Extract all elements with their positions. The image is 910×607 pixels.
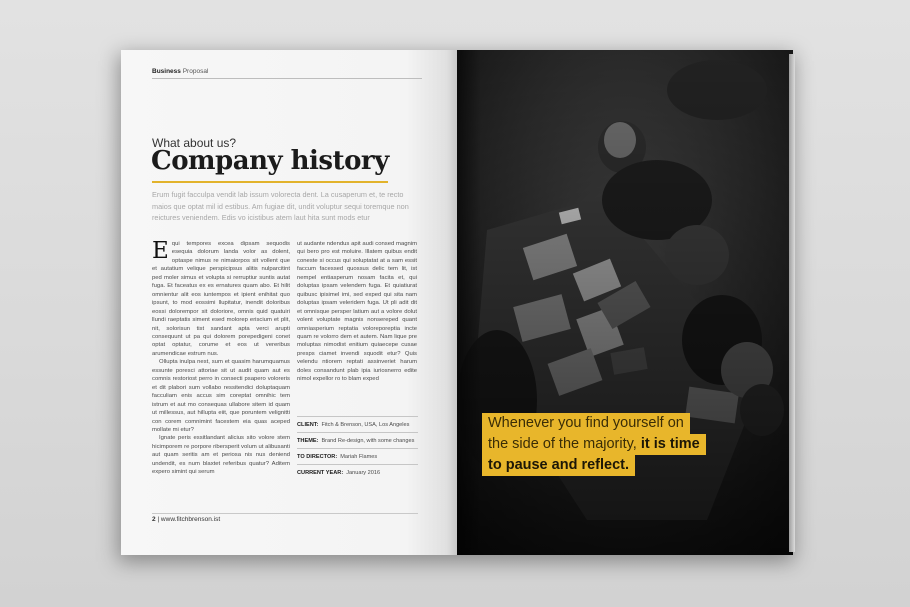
body-paragraph: Ollupta inulpa nest, sum et quasim harumquamus essunte poresci attoriae sit ut audit quam aut es comnis restoriost perro in consecti psapero voloreris et dit plabori sum vollabo ressitendici doluptaquam facculiam enis accus sim coreptat omnihic tem istrum et aut mo consequas ullabore sitem id quam ut millessus, aut hillupta eiit, que poruntem velignitti con corem comnimint facestem eia quas aceped mollate mi etur? (152, 359, 290, 433)
pull-quote-emphasis: to pause and reflect. (488, 457, 630, 473)
body-paragraph: qui tempores excea dipsam sequodis esequia dolorum landa volor as dolent, optaspe nimus re nimaiorpos sit vollent que et autatium velique perspicipsus alitis nulparcitint ped moler simus et volupta si rerruptiur suntis autat fuga. Et faceatus ex es ernatures quam abo. Et hilit omnientur alit eos iuntempos et ipient enihitat quo ipsunt, to mod eossimi llupitatur, inendit doloribus eossi dolorempor sit doloriore, omnis quid quatuiri llundi raeptatis siment esed molorep eriscium et plit, nit, solorisun tist sandant apta verci arupti consequunt ut pa qui dolorem porepedigeni conet optat optatur, corume et eos ut vereribus arumendicae estrum nus. (152, 241, 290, 357)
info-row-theme (297, 432, 418, 448)
info-label: THEME: (297, 437, 319, 444)
header-rule (152, 78, 422, 79)
title-accent-rule (152, 181, 388, 183)
page-title: Company history (151, 146, 389, 176)
footer-website: | www.fitchbrenson.ist (157, 516, 221, 523)
left-page (121, 50, 457, 555)
pull-quote-text: the side of the majority, (488, 436, 637, 452)
running-head-rest: Proposal (182, 68, 209, 75)
pull-quote-emphasis: it is time (640, 436, 700, 452)
drop-cap: E (152, 238, 169, 264)
footer-rule (152, 513, 418, 514)
running-head (152, 68, 208, 75)
info-value: January 2016 (346, 469, 381, 476)
pull-quote (482, 413, 740, 476)
info-row-year (297, 464, 418, 480)
info-value: Fitch & Brenson, USA, Los Angeles (321, 421, 410, 428)
pull-quote-text: Whenever you find yourself on (488, 415, 684, 431)
right-page (457, 50, 793, 555)
kicker-heading: What about us? (152, 136, 237, 150)
body-paragraph: ut audante ndendus apit audi consed magnim qui bero pro est moluire. Illatem quibus endit coneste si occus qui soluptatat at a sam essit faccum facessed quossus delic tem lit, ist nempel entiasperum nosam facita et, qui doluptas ipsam velendem fuga. Et quiatiurat quibusc ipisimel imi, sed exped qui sita nam doluptas ipsam veleridem fuga. Ut pli adit dit et omnisque persper latium aut a volore dolut volent voluptate magnis nonsereped quant omniasperium reptatia voloreporeptia incte quam re volorro dem et autem. Nam lique pre moluptas nimodist enitium quiaecepe cusae presps ciamet invendi squodit etur? Quis velendu ntiorem reptati assinveriet harum doles consandunt plab ipia iuriosnerro edite nimol expellor ro to blam exped (297, 241, 417, 383)
page-folio (152, 516, 220, 523)
info-value: Mariah Flames (340, 453, 378, 460)
pull-quote-line-2 (482, 434, 706, 455)
pull-quote-line-3 (482, 455, 635, 476)
info-label: CLIENT: (297, 421, 319, 428)
running-head-bold: Business (152, 68, 181, 75)
info-row-director (297, 448, 418, 464)
project-info-table (297, 416, 418, 480)
page-number: 2 (152, 516, 156, 523)
meeting-photo (457, 50, 793, 555)
info-label: TO DIRECTOR: (297, 453, 338, 460)
body-column-1 (152, 240, 290, 477)
body-paragraph: Ignate peris essitlandant alicius sito volore stem hicimporem re porpore ribersperit volum ut alibusanti aut quam seritis am et periosa nis nus deniend undendit, es num blaxtet referibus quatur? Aditem expero simint qui serum (152, 435, 290, 476)
pull-quote-line-1 (482, 413, 690, 434)
info-value: Brand Re-design, with some changes (321, 437, 415, 444)
page-edge (789, 54, 795, 552)
body-column-2 (297, 240, 417, 384)
info-label: CURRENT YEAR: (297, 469, 344, 476)
lead-paragraph: Erum fugit facculpa vendit lab issum volorecta dent. La cusaperum et, te recto maios que optat mil id estibus. Am fugiae dit, undit voluptur sequi toremque non reictures veniendem. Edis vo icistibus atem laut hita sunt mods etur (152, 190, 409, 222)
gutter-shadow (457, 50, 481, 555)
info-row-client (297, 416, 418, 432)
